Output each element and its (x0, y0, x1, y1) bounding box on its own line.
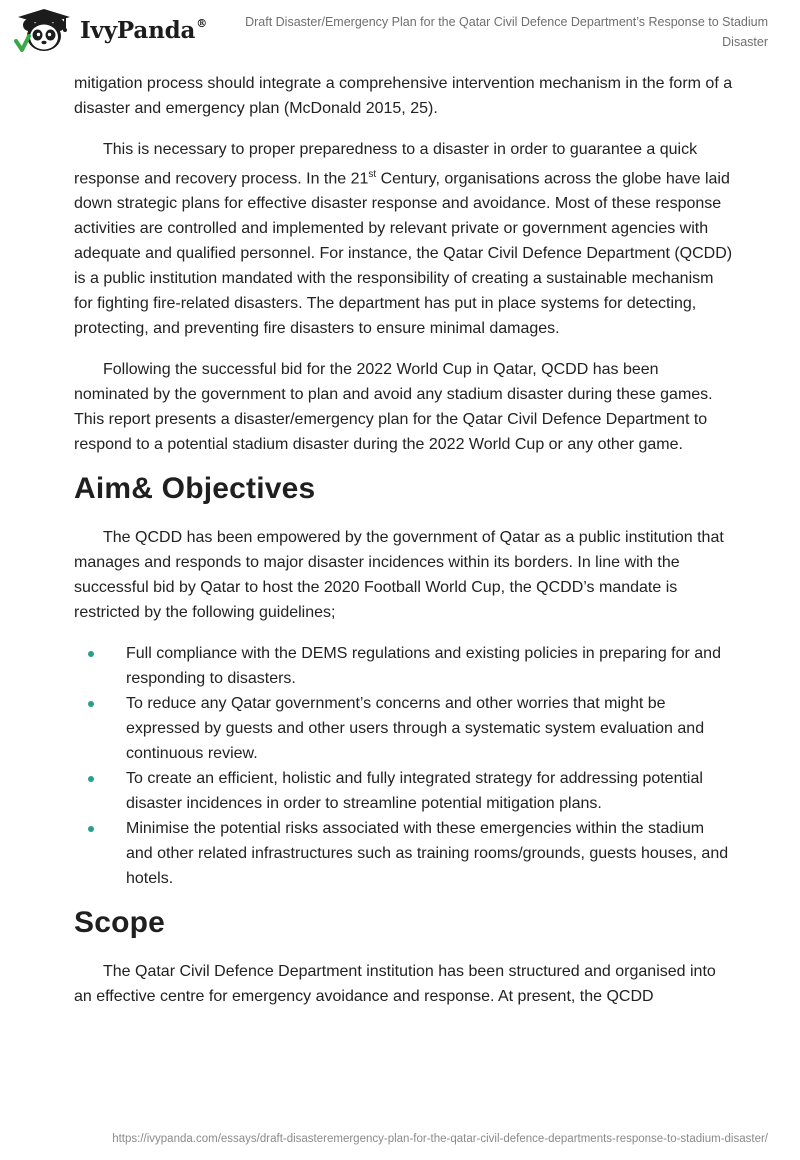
brand-name: IvyPanda® (80, 16, 207, 44)
ordinal-superscript: st (368, 169, 377, 180)
bullet-icon (88, 701, 94, 707)
paragraph-intro: mitigation process should integrate a comprehensive intervention mechanism in the form of a disaster and emergency plan (McDonald 2015, 25). (74, 75, 733, 117)
bullet-icon (88, 776, 94, 782)
registered-mark: ® (196, 16, 207, 30)
objectives-list (74, 641, 734, 891)
paragraph-aims: The QCDD has been empowered by the government of Qatar as a public institution that manages and responds to major disaster incidences within its borders. In line with the successful bid by Qatar to host the 2020 Football World Cup, the QCDD’s mandate is restricted by the following guidelines; (74, 529, 724, 622)
heading-scope: Scope (74, 906, 166, 940)
panda-graduate-icon (14, 6, 74, 54)
paragraph-preparedness: This is necessary to proper preparedness to a disaster in order to guarantee a quick response and recovery process. In the 21st Century, organisations across the globe have laid down strategic plans for effective disaster response and avoidance. Most of these response activities are controlled and implemented by relevant private or government agencies with adequate and qualified personnel. For instance, the Qatar Civil Defence Department (QCDD) is a public institution mandated with the responsibility of creating a sustainable mechanism for fighting fire-related disasters. The department has put in place systems for detecting, protecting, and preventing fire disasters to ensure minimal damages. (74, 141, 733, 338)
list-item: To create an efficient, holistic and fully integrated strategy for addressing potential disaster incidences in order to streamline potential mitigation plans. (74, 766, 734, 816)
heading-aims-objectives: Aim& Objectives (74, 472, 316, 506)
bullet-icon (88, 651, 94, 657)
article-body (74, 71, 734, 1009)
list-item: Minimise the potential risks associated with these emergencies within the stadium and other related infrastructures such as training rooms/grounds, guests houses, and hotels. (74, 816, 734, 891)
paragraph-scope: The Qatar Civil Defence Department institution has been structured and organised into an effective centre for emergency avoidance and response. At present, the QCDD (74, 963, 716, 1006)
paragraph-world-cup-bid: Following the successful bid for the 2022 World Cup in Qatar, QCDD has been nominated by the government to plan and avoid any stadium disaster during these games. This report presents a disaster/emergency plan for the Qatar Civil Defence Department to respond to a potential stadium disaster during the 2022 World Cup or any other game. (74, 361, 713, 454)
bullet-icon (88, 826, 94, 832)
ivypanda-logo[interactable] (14, 6, 207, 54)
document-title: Draft Disaster/Emergency Plan for the Qatar Civil Defence Department’s Response to Stadium Disaster (245, 15, 768, 49)
page-header (0, 0, 800, 66)
list-item: Full compliance with the DEMS regulations and existing policies in preparing for and responding to disasters. (74, 641, 734, 691)
list-item: To reduce any Qatar government’s concerns and other worries that might be expressed by guests and other users through a systematic system evaluation and continuous review. (74, 691, 734, 766)
source-url[interactable]: https://ivypanda.com/essays/draft-disasteremergency-plan-for-the-qatar-civil-defence-departments-response-to-stadium-disaster/ (112, 1133, 768, 1145)
